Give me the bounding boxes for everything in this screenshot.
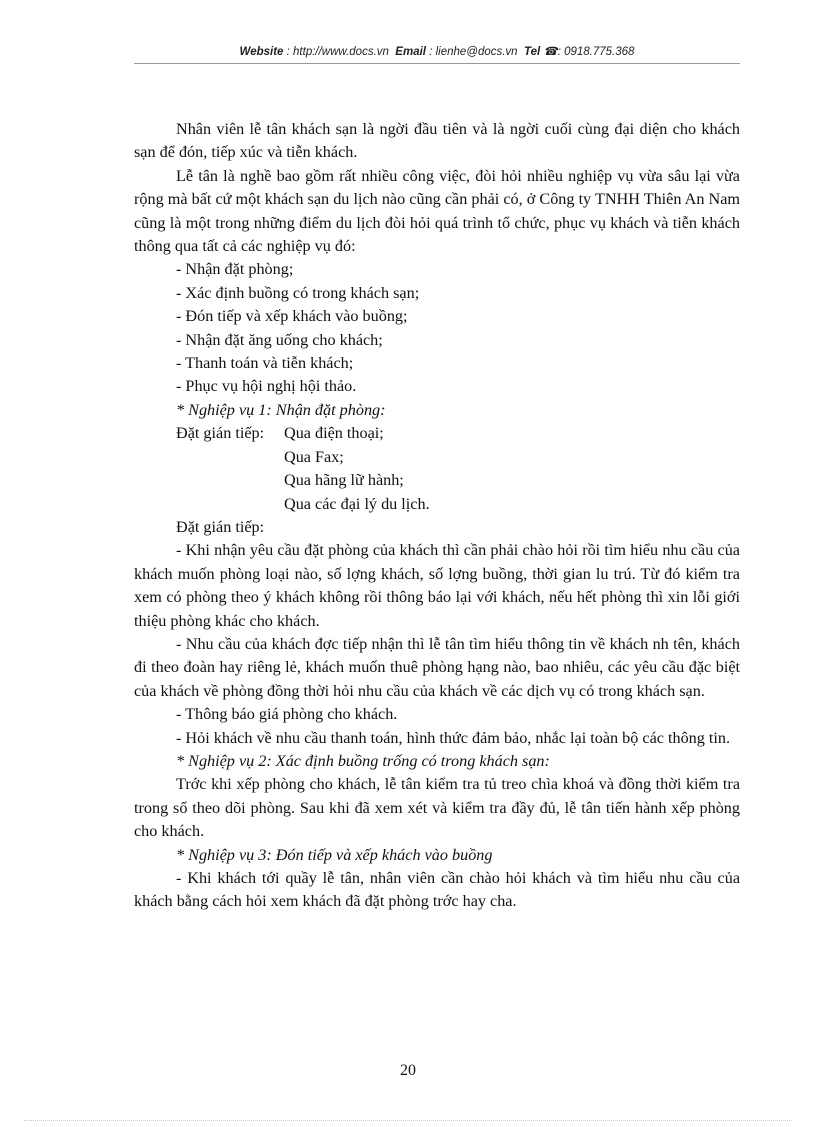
list-item: - Nhận đặt ăng uống cho khách; <box>176 330 383 349</box>
booking-label-2: Đặt gián tiếp: <box>176 517 265 536</box>
booking-item: Qua điện thoại; <box>284 424 384 443</box>
page-number: 20 <box>400 1062 416 1079</box>
booking-item: Qua các đại lý du lịch. <box>284 494 430 513</box>
header-divider <box>134 63 740 64</box>
list-item: - Nhận đặt phòng; <box>176 260 294 279</box>
website-value: : http://www.docs.vn <box>286 46 389 58</box>
paragraph: - Hỏi khách về nhu cầu thanh toán, hình thức đảm bảo, nhắc lại toàn bộ các thông tin. <box>176 728 731 747</box>
booking-item: Qua hãng lữ hành; <box>284 471 404 490</box>
paragraph: Nhân viên lễ tân khách sạn là ngời đầu tiên và là ngời cuối cùng đại diện cho khách sạn để đón, tiếp xúc và tiễn khách. <box>134 120 740 162</box>
section-heading: * Nghiệp vụ 3: Đón tiếp và xếp khách vào buồng <box>176 845 493 864</box>
page-header <box>134 44 740 58</box>
booking-label: Đặt gián tiếp: <box>176 424 265 443</box>
footer-divider <box>24 1120 792 1121</box>
email-value: : lienhe@docs.vn <box>429 46 518 58</box>
booking-item: Qua Fax; <box>284 447 344 466</box>
section-heading: * Nghiệp vụ 1: Nhận đặt phòng: <box>176 400 386 419</box>
tel-label: Tel <box>523 46 541 58</box>
section-heading: * Nghiệp vụ 2: Xác định buồng trống có trong khách sạn: <box>176 751 550 770</box>
website-label: Website <box>239 46 284 58</box>
paragraph: - Khi nhận yêu cầu đặt phòng của khách thì cần phải chào hỏi rồi tìm hiểu nhu cầu của khách muốn phòng loại nào, số lợng khách, số lợng buồng, thời gian lu trú. Từ đó kiểm tra xem có phòng theo ý khách không rồi thông báo lại với khách, nếu hết phòng thì xin lỗi giới thiệu phòng khác cho khách. <box>134 541 740 630</box>
paragraph: - Nhu cầu của khách đợc tiếp nhận thì lễ tân tìm hiểu thông tin về khách nh tên, khách đi theo đoàn hay riêng lẻ, khách muốn thuê phòng hạng nào, bao nhiêu, các yêu cầu đặc biệt của khách về phòng đồng thời hỏi nhu cầu của khách về các dịch vụ có trong khách sạn. <box>134 634 740 700</box>
document-body <box>134 118 740 914</box>
tel-value: ☎: 0918.775.368 <box>543 46 635 58</box>
list-item: - Phục vụ hội nghị hội thảo. <box>176 377 357 396</box>
paragraph: - Khi khách tới quầy lễ tân, nhân viên cần chào hỏi khách và tìm hiểu nhu cầu của khách bằng cách hỏi xem khách đã đặt phòng trớc hay cha. <box>134 869 740 911</box>
list-item: - Đón tiếp và xếp khách vào buồng; <box>176 307 408 326</box>
paragraph: Trớc khi xếp phòng cho khách, lễ tân kiểm tra tủ treo chìa khoá và đồng thời kiểm tra trong sổ theo dõi phòng. Sau khi đã xem xét và kiểm tra đầy đủ, lễ tân tiến hành xếp phòng cho khách. <box>134 775 740 841</box>
list-item: - Thanh toán và tiễn khách; <box>176 354 354 373</box>
paragraph: - Thông báo giá phòng cho khách. <box>176 705 398 724</box>
paragraph: Lễ tân là nghề bao gồm rất nhiều công việc, đòi hỏi nhiều nghiệp vụ vừa sâu lại vừa rộng mà bất cứ một khách sạn du lịch nào cũng cần phải có, ở Công ty TNHH Thiên An Nam cũng là một trong những điểm du lịch đòi hỏi quá trình tổ chức, phục vụ khách và tiễn khách thông qua tất cả các nghiệp vụ đó: <box>134 166 740 256</box>
booking-row <box>134 422 740 445</box>
email-label: Email <box>395 46 426 58</box>
list-item: - Xác định buồng có trong khách sạn; <box>176 283 420 302</box>
